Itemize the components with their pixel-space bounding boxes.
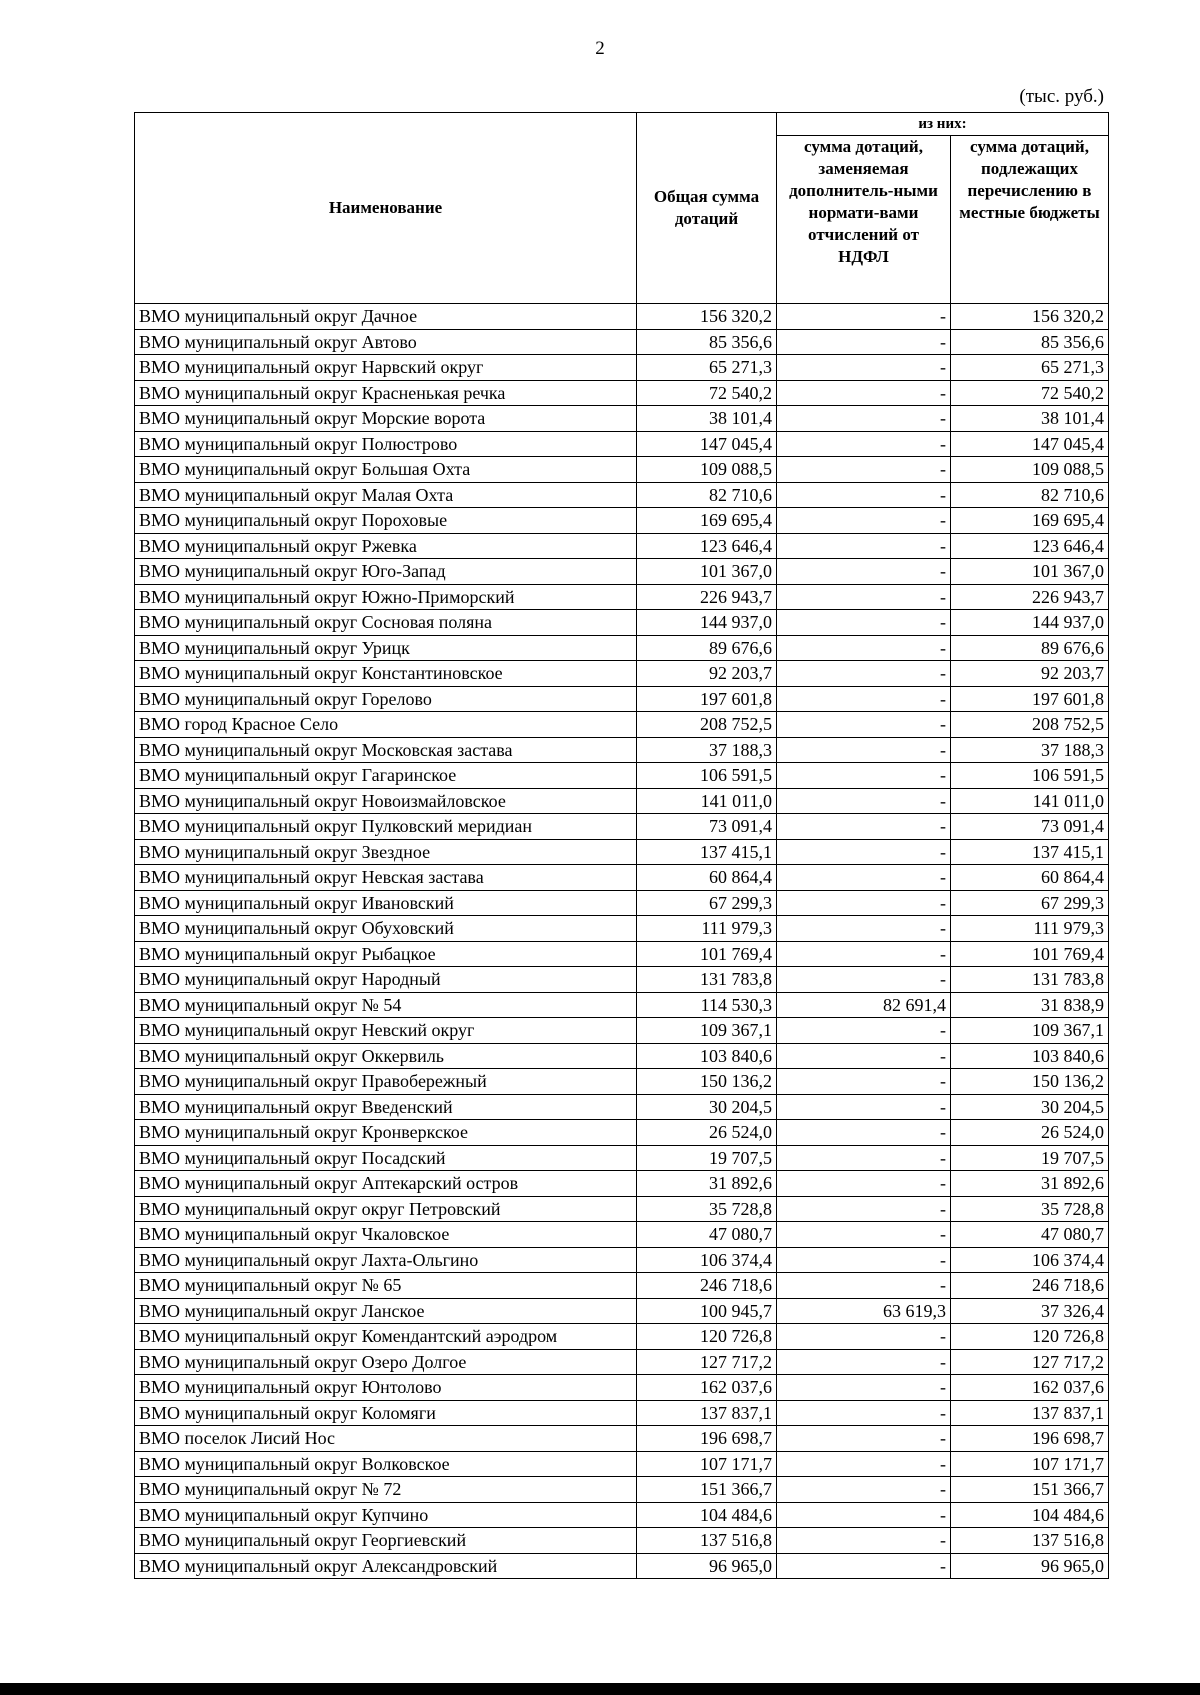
row-transfer: 35 728,8 (951, 1196, 1109, 1222)
row-transfer: 137 837,1 (951, 1400, 1109, 1426)
row-name: ВМО муниципальный округ Лахта-Ольгино (135, 1247, 637, 1273)
row-transfer: 67 299,3 (951, 890, 1109, 916)
row-name: ВМО муниципальный округ Юго-Запад (135, 559, 637, 585)
row-total: 111 979,3 (637, 916, 777, 942)
table-row (135, 380, 1109, 406)
row-name: ВМО муниципальный округ Кронверкское (135, 1120, 637, 1146)
table-row (135, 1222, 1109, 1248)
table-body (135, 304, 1109, 1579)
row-name: ВМО муниципальный округ Ланское (135, 1298, 637, 1324)
row-transfer: 109 088,5 (951, 457, 1109, 483)
row-total: 169 695,4 (637, 508, 777, 534)
row-total: 137 415,1 (637, 839, 777, 865)
row-name: ВМО муниципальный округ Озеро Долгое (135, 1349, 637, 1375)
row-name: ВМО муниципальный округ Правобережный (135, 1069, 637, 1095)
row-total: 106 374,4 (637, 1247, 777, 1273)
row-transfer: 151 366,7 (951, 1477, 1109, 1503)
row-replaced: - (777, 482, 951, 508)
row-name: ВМО муниципальный округ № 54 (135, 992, 637, 1018)
table-row (135, 1069, 1109, 1095)
row-replaced: - (777, 1273, 951, 1299)
row-replaced: - (777, 686, 951, 712)
table-row (135, 1171, 1109, 1197)
header-of-them: из них: (777, 113, 1109, 136)
row-total: 226 943,7 (637, 584, 777, 610)
table-row (135, 635, 1109, 661)
row-replaced: - (777, 635, 951, 661)
table-row (135, 941, 1109, 967)
row-name: ВМО муниципальный округ Гагаринское (135, 763, 637, 789)
row-total: 89 676,6 (637, 635, 777, 661)
table-row (135, 1451, 1109, 1477)
row-transfer: 96 965,0 (951, 1553, 1109, 1579)
row-transfer: 106 591,5 (951, 763, 1109, 789)
row-name: ВМО муниципальный округ Введенский (135, 1094, 637, 1120)
row-transfer: 137 516,8 (951, 1528, 1109, 1554)
table-row (135, 686, 1109, 712)
row-name: ВМО муниципальный округ Звездное (135, 839, 637, 865)
row-replaced: - (777, 355, 951, 381)
table-row (135, 890, 1109, 916)
table-row (135, 865, 1109, 891)
table-row (135, 482, 1109, 508)
row-total: 65 271,3 (637, 355, 777, 381)
row-replaced: - (777, 1528, 951, 1554)
row-replaced: - (777, 916, 951, 942)
row-name: ВМО муниципальный округ Купчино (135, 1502, 637, 1528)
row-replaced: - (777, 1018, 951, 1044)
row-name: ВМО муниципальный округ № 65 (135, 1273, 637, 1299)
row-total: 147 045,4 (637, 431, 777, 457)
row-transfer: 101 769,4 (951, 941, 1109, 967)
row-transfer: 85 356,6 (951, 329, 1109, 355)
table-row (135, 533, 1109, 559)
row-replaced: - (777, 1171, 951, 1197)
row-total: 197 601,8 (637, 686, 777, 712)
row-total: 100 945,7 (637, 1298, 777, 1324)
row-name: ВМО муниципальный округ Посадский (135, 1145, 637, 1171)
row-replaced: - (777, 304, 951, 330)
row-replaced: - (777, 1324, 951, 1350)
row-transfer: 107 171,7 (951, 1451, 1109, 1477)
row-transfer: 72 540,2 (951, 380, 1109, 406)
row-transfer: 104 484,6 (951, 1502, 1109, 1528)
header-transfer: сумма дотаций, подлежащих перечислению в местные бюджеты (951, 136, 1109, 304)
row-total: 26 524,0 (637, 1120, 777, 1146)
row-total: 137 837,1 (637, 1400, 777, 1426)
row-total: 127 717,2 (637, 1349, 777, 1375)
row-name: ВМО муниципальный округ Полюстрово (135, 431, 637, 457)
row-transfer: 73 091,4 (951, 814, 1109, 840)
table-row (135, 967, 1109, 993)
row-total: 47 080,7 (637, 1222, 777, 1248)
table-row (135, 737, 1109, 763)
row-replaced: - (777, 1196, 951, 1222)
row-transfer: 37 188,3 (951, 737, 1109, 763)
row-total: 107 171,7 (637, 1451, 777, 1477)
table-row (135, 329, 1109, 355)
row-name: ВМО муниципальный округ Дачное (135, 304, 637, 330)
row-replaced: - (777, 610, 951, 636)
table-row (135, 610, 1109, 636)
row-total: 144 937,0 (637, 610, 777, 636)
units-label: (тыс. руб.) (1019, 86, 1104, 107)
row-total: 151 366,7 (637, 1477, 777, 1503)
row-replaced: - (777, 1477, 951, 1503)
table-row (135, 304, 1109, 330)
row-total: 106 591,5 (637, 763, 777, 789)
row-replaced: - (777, 1222, 951, 1248)
row-total: 196 698,7 (637, 1426, 777, 1452)
row-transfer: 30 204,5 (951, 1094, 1109, 1120)
row-name: ВМО муниципальный округ Красненькая речка (135, 380, 637, 406)
row-replaced: - (777, 1400, 951, 1426)
row-name: ВМО муниципальный округ Волковское (135, 1451, 637, 1477)
row-replaced: - (777, 406, 951, 432)
row-transfer: 82 710,6 (951, 482, 1109, 508)
row-name: ВМО муниципальный округ Горелово (135, 686, 637, 712)
row-transfer: 92 203,7 (951, 661, 1109, 687)
row-transfer: 19 707,5 (951, 1145, 1109, 1171)
row-transfer: 169 695,4 (951, 508, 1109, 534)
row-total: 37 188,3 (637, 737, 777, 763)
row-name: ВМО муниципальный округ Александровский (135, 1553, 637, 1579)
row-total: 162 037,6 (637, 1375, 777, 1401)
header-total: Общая сумма дотаций (637, 113, 777, 304)
table-row (135, 1426, 1109, 1452)
row-total: 114 530,3 (637, 992, 777, 1018)
row-total: 141 011,0 (637, 788, 777, 814)
row-name: ВМО муниципальный округ Чкаловское (135, 1222, 637, 1248)
row-total: 72 540,2 (637, 380, 777, 406)
row-name: ВМО муниципальный округ Нарвский округ (135, 355, 637, 381)
table-row (135, 1043, 1109, 1069)
row-total: 104 484,6 (637, 1502, 777, 1528)
row-replaced: - (777, 814, 951, 840)
row-name: ВМО муниципальный округ Юнтолово (135, 1375, 637, 1401)
table-row (135, 1145, 1109, 1171)
table-row (135, 1400, 1109, 1426)
table-row (135, 788, 1109, 814)
table-row (135, 559, 1109, 585)
row-name: ВМО муниципальный округ Сосновая поляна (135, 610, 637, 636)
row-replaced: 82 691,4 (777, 992, 951, 1018)
row-replaced: - (777, 661, 951, 687)
table-row (135, 406, 1109, 432)
table-row (135, 1375, 1109, 1401)
row-total: 19 707,5 (637, 1145, 777, 1171)
row-total: 109 367,1 (637, 1018, 777, 1044)
row-name: ВМО муниципальный округ Урицк (135, 635, 637, 661)
row-total: 67 299,3 (637, 890, 777, 916)
row-replaced: - (777, 941, 951, 967)
row-total: 85 356,6 (637, 329, 777, 355)
table-row (135, 1324, 1109, 1350)
row-replaced: - (777, 1502, 951, 1528)
row-name: ВМО муниципальный округ Коломяги (135, 1400, 637, 1426)
row-total: 131 783,8 (637, 967, 777, 993)
row-name: ВМО город Красное Село (135, 712, 637, 738)
subsidies-table (134, 112, 1109, 1579)
row-transfer: 120 726,8 (951, 1324, 1109, 1350)
row-name: ВМО муниципальный округ Пулковский меридиан (135, 814, 637, 840)
row-transfer: 103 840,6 (951, 1043, 1109, 1069)
table-row (135, 508, 1109, 534)
table-row (135, 1273, 1109, 1299)
table-row (135, 431, 1109, 457)
row-replaced: - (777, 533, 951, 559)
table-row (135, 1018, 1109, 1044)
row-transfer: 101 367,0 (951, 559, 1109, 585)
row-transfer: 106 374,4 (951, 1247, 1109, 1273)
row-replaced: - (777, 967, 951, 993)
row-total: 31 892,6 (637, 1171, 777, 1197)
table-row (135, 763, 1109, 789)
row-replaced: - (777, 1043, 951, 1069)
header-name: Наименование (135, 113, 637, 304)
row-name: ВМО муниципальный округ Новоизмайловское (135, 788, 637, 814)
table-row (135, 1349, 1109, 1375)
row-total: 246 718,6 (637, 1273, 777, 1299)
row-replaced: - (777, 839, 951, 865)
row-replaced: - (777, 763, 951, 789)
row-name: ВМО муниципальный округ Московская застава (135, 737, 637, 763)
row-replaced: - (777, 1553, 951, 1579)
row-replaced: - (777, 1145, 951, 1171)
row-total: 137 516,8 (637, 1528, 777, 1554)
row-total: 96 965,0 (637, 1553, 777, 1579)
row-replaced: - (777, 1069, 951, 1095)
row-replaced: - (777, 508, 951, 534)
row-total: 156 320,2 (637, 304, 777, 330)
row-transfer: 37 326,4 (951, 1298, 1109, 1324)
table-header (135, 113, 1109, 304)
table-row (135, 1553, 1109, 1579)
row-name: ВМО муниципальный округ Оккервиль (135, 1043, 637, 1069)
row-total: 92 203,7 (637, 661, 777, 687)
row-replaced: - (777, 380, 951, 406)
row-name: ВМО муниципальный округ округ Петровский (135, 1196, 637, 1222)
row-replaced: - (777, 1451, 951, 1477)
table-row (135, 1196, 1109, 1222)
row-total: 103 840,6 (637, 1043, 777, 1069)
row-transfer: 65 271,3 (951, 355, 1109, 381)
row-transfer: 31 892,6 (951, 1171, 1109, 1197)
row-transfer: 196 698,7 (951, 1426, 1109, 1452)
row-total: 101 769,4 (637, 941, 777, 967)
row-name: ВМО муниципальный округ Южно-Приморский (135, 584, 637, 610)
table-row (135, 584, 1109, 610)
row-transfer: 111 979,3 (951, 916, 1109, 942)
row-replaced: - (777, 788, 951, 814)
row-total: 120 726,8 (637, 1324, 777, 1350)
table-row (135, 1247, 1109, 1273)
table-row (135, 355, 1109, 381)
row-name: ВМО муниципальный округ Пороховые (135, 508, 637, 534)
row-name: ВМО муниципальный округ Ивановский (135, 890, 637, 916)
row-replaced: - (777, 329, 951, 355)
table-row (135, 1298, 1109, 1324)
scan-edge (0, 1683, 1200, 1695)
row-transfer: 147 045,4 (951, 431, 1109, 457)
row-transfer: 47 080,7 (951, 1222, 1109, 1248)
row-transfer: 89 676,6 (951, 635, 1109, 661)
row-total: 109 088,5 (637, 457, 777, 483)
row-transfer: 123 646,4 (951, 533, 1109, 559)
row-replaced: 63 619,3 (777, 1298, 951, 1324)
row-transfer: 26 524,0 (951, 1120, 1109, 1146)
row-replaced: - (777, 737, 951, 763)
row-name: ВМО муниципальный округ Константиновское (135, 661, 637, 687)
row-name: ВМО муниципальный округ Георгиевский (135, 1528, 637, 1554)
row-name: ВМО поселок Лисий Нос (135, 1426, 637, 1452)
row-total: 150 136,2 (637, 1069, 777, 1095)
row-total: 73 091,4 (637, 814, 777, 840)
row-name: ВМО муниципальный округ Невский округ (135, 1018, 637, 1044)
row-total: 208 752,5 (637, 712, 777, 738)
row-total: 35 728,8 (637, 1196, 777, 1222)
header-replaced: сумма дотаций, заменяемая дополнитель-ными нормати-вами отчислений от НДФЛ (777, 136, 951, 304)
row-transfer: 127 717,2 (951, 1349, 1109, 1375)
row-transfer: 38 101,4 (951, 406, 1109, 432)
row-transfer: 162 037,6 (951, 1375, 1109, 1401)
row-name: ВМО муниципальный округ Морские ворота (135, 406, 637, 432)
row-transfer: 109 367,1 (951, 1018, 1109, 1044)
row-replaced: - (777, 712, 951, 738)
row-name: ВМО муниципальный округ Народный (135, 967, 637, 993)
table-row (135, 1120, 1109, 1146)
table-row (135, 1477, 1109, 1503)
table-row (135, 1528, 1109, 1554)
row-total: 38 101,4 (637, 406, 777, 432)
table-row (135, 814, 1109, 840)
row-name: ВМО муниципальный округ Ржевка (135, 533, 637, 559)
row-total: 123 646,4 (637, 533, 777, 559)
row-replaced: - (777, 559, 951, 585)
row-transfer: 246 718,6 (951, 1273, 1109, 1299)
row-transfer: 31 838,9 (951, 992, 1109, 1018)
row-replaced: - (777, 431, 951, 457)
row-total: 82 710,6 (637, 482, 777, 508)
row-name: ВМО муниципальный округ Большая Охта (135, 457, 637, 483)
row-transfer: 60 864,4 (951, 865, 1109, 891)
row-transfer: 156 320,2 (951, 304, 1109, 330)
table-row (135, 1502, 1109, 1528)
row-replaced: - (777, 1349, 951, 1375)
row-transfer: 150 136,2 (951, 1069, 1109, 1095)
row-total: 60 864,4 (637, 865, 777, 891)
row-transfer: 197 601,8 (951, 686, 1109, 712)
row-replaced: - (777, 584, 951, 610)
page-number: 2 (595, 38, 605, 59)
table-row (135, 992, 1109, 1018)
row-transfer: 208 752,5 (951, 712, 1109, 738)
table-row (135, 712, 1109, 738)
row-name: ВМО муниципальный округ № 72 (135, 1477, 637, 1503)
row-transfer: 226 943,7 (951, 584, 1109, 610)
row-name: ВМО муниципальный округ Рыбацкое (135, 941, 637, 967)
row-replaced: - (777, 457, 951, 483)
row-replaced: - (777, 890, 951, 916)
row-total: 30 204,5 (637, 1094, 777, 1120)
row-name: ВМО муниципальный округ Малая Охта (135, 482, 637, 508)
table-row (135, 457, 1109, 483)
row-total: 101 367,0 (637, 559, 777, 585)
row-transfer: 144 937,0 (951, 610, 1109, 636)
table-row (135, 916, 1109, 942)
row-replaced: - (777, 1426, 951, 1452)
row-name: ВМО муниципальный округ Обуховский (135, 916, 637, 942)
row-replaced: - (777, 1094, 951, 1120)
table-row (135, 839, 1109, 865)
row-transfer: 141 011,0 (951, 788, 1109, 814)
row-replaced: - (777, 1120, 951, 1146)
row-transfer: 131 783,8 (951, 967, 1109, 993)
table-row (135, 661, 1109, 687)
row-name: ВМО муниципальный округ Автово (135, 329, 637, 355)
row-replaced: - (777, 1375, 951, 1401)
table-row (135, 1094, 1109, 1120)
row-transfer: 137 415,1 (951, 839, 1109, 865)
row-name: ВМО муниципальный округ Комендантский аэродром (135, 1324, 637, 1350)
row-name: ВМО муниципальный округ Невская застава (135, 865, 637, 891)
row-replaced: - (777, 1247, 951, 1273)
row-replaced: - (777, 865, 951, 891)
row-name: ВМО муниципальный округ Аптекарский остров (135, 1171, 637, 1197)
